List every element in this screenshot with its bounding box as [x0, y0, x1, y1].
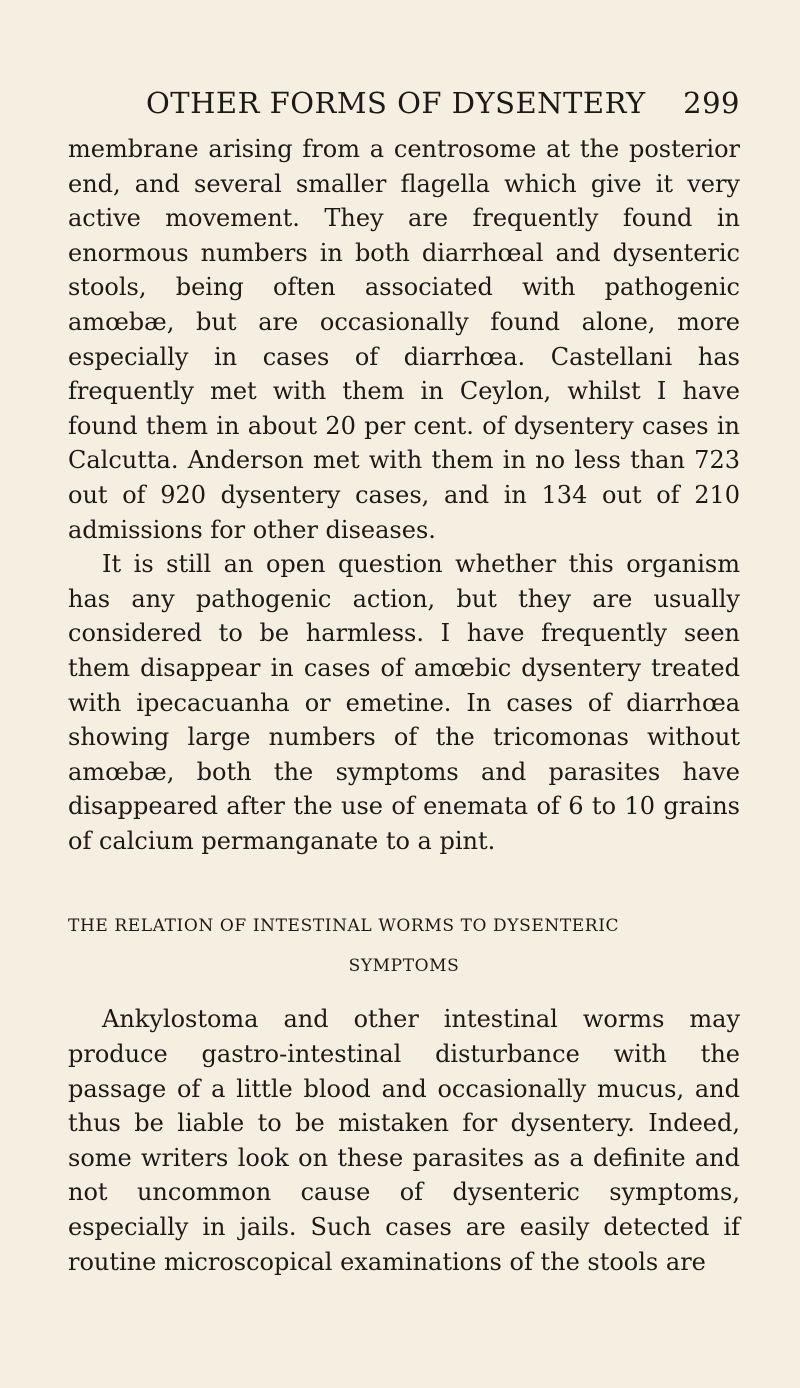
running-header: [68, 86, 740, 132]
section-text: [68, 1002, 740, 1279]
section-heading-line-1: THE RELATION OF INTESTINAL WORMS TO DYSENTERIC: [68, 916, 620, 937]
main-text: [68, 132, 740, 858]
paragraph: Ankylostoma and other intestinal worms may produce gastro-intestinal disturbance with the passage of a little blood and occasionally mucus, and thus be liable to be mistaken for dysentery. Indeed, some writers look on these parasites as a definite and not uncommon cause of dysenteric symptoms, especially in jails. Such cases are easily detected if routine microscopical examinations of the stools are: [68, 1005, 740, 1276]
page-number: 299: [683, 86, 740, 120]
paragraph-continuation: membrane arising from a centrosome at the posterior end, and several smaller flagella which give it very active movement. They are frequently found in enormous numbers in both diarrhœal and dysenteric stools, being often associated with pathogenic amœbæ, but are occasionally found alone, more especially in cases of diarrhœa. Castellani has frequently met with them in Ceylon, whilst I have found them in about 20 per cent. of dysentery cases in Calcutta. Anderson met with them in no less than 723 out of 920 dysentery cases, and in 134 out of 210 admissions for other diseases.: [68, 135, 740, 544]
section-heading-line-2: SYMPTOMS: [348, 956, 460, 977]
book-page: [68, 86, 740, 1279]
section-heading: [68, 906, 740, 986]
paragraph: It is still an open question whether this organism has any pathogenic action, but they are usually considered to be harmless. I have frequently seen them disappear in cases of amœbic dysentery treated with ipecacuanha or emetine. In cases of diarrhœa showing large numbers of the tricomonas without amœbæ, both the symptoms and parasites have disappeared after the use of enemata of 6 to 10 grains of calcium permanganate to a pint.: [68, 550, 740, 855]
running-title: OTHER FORMS OF DYSENTERY: [146, 86, 646, 120]
